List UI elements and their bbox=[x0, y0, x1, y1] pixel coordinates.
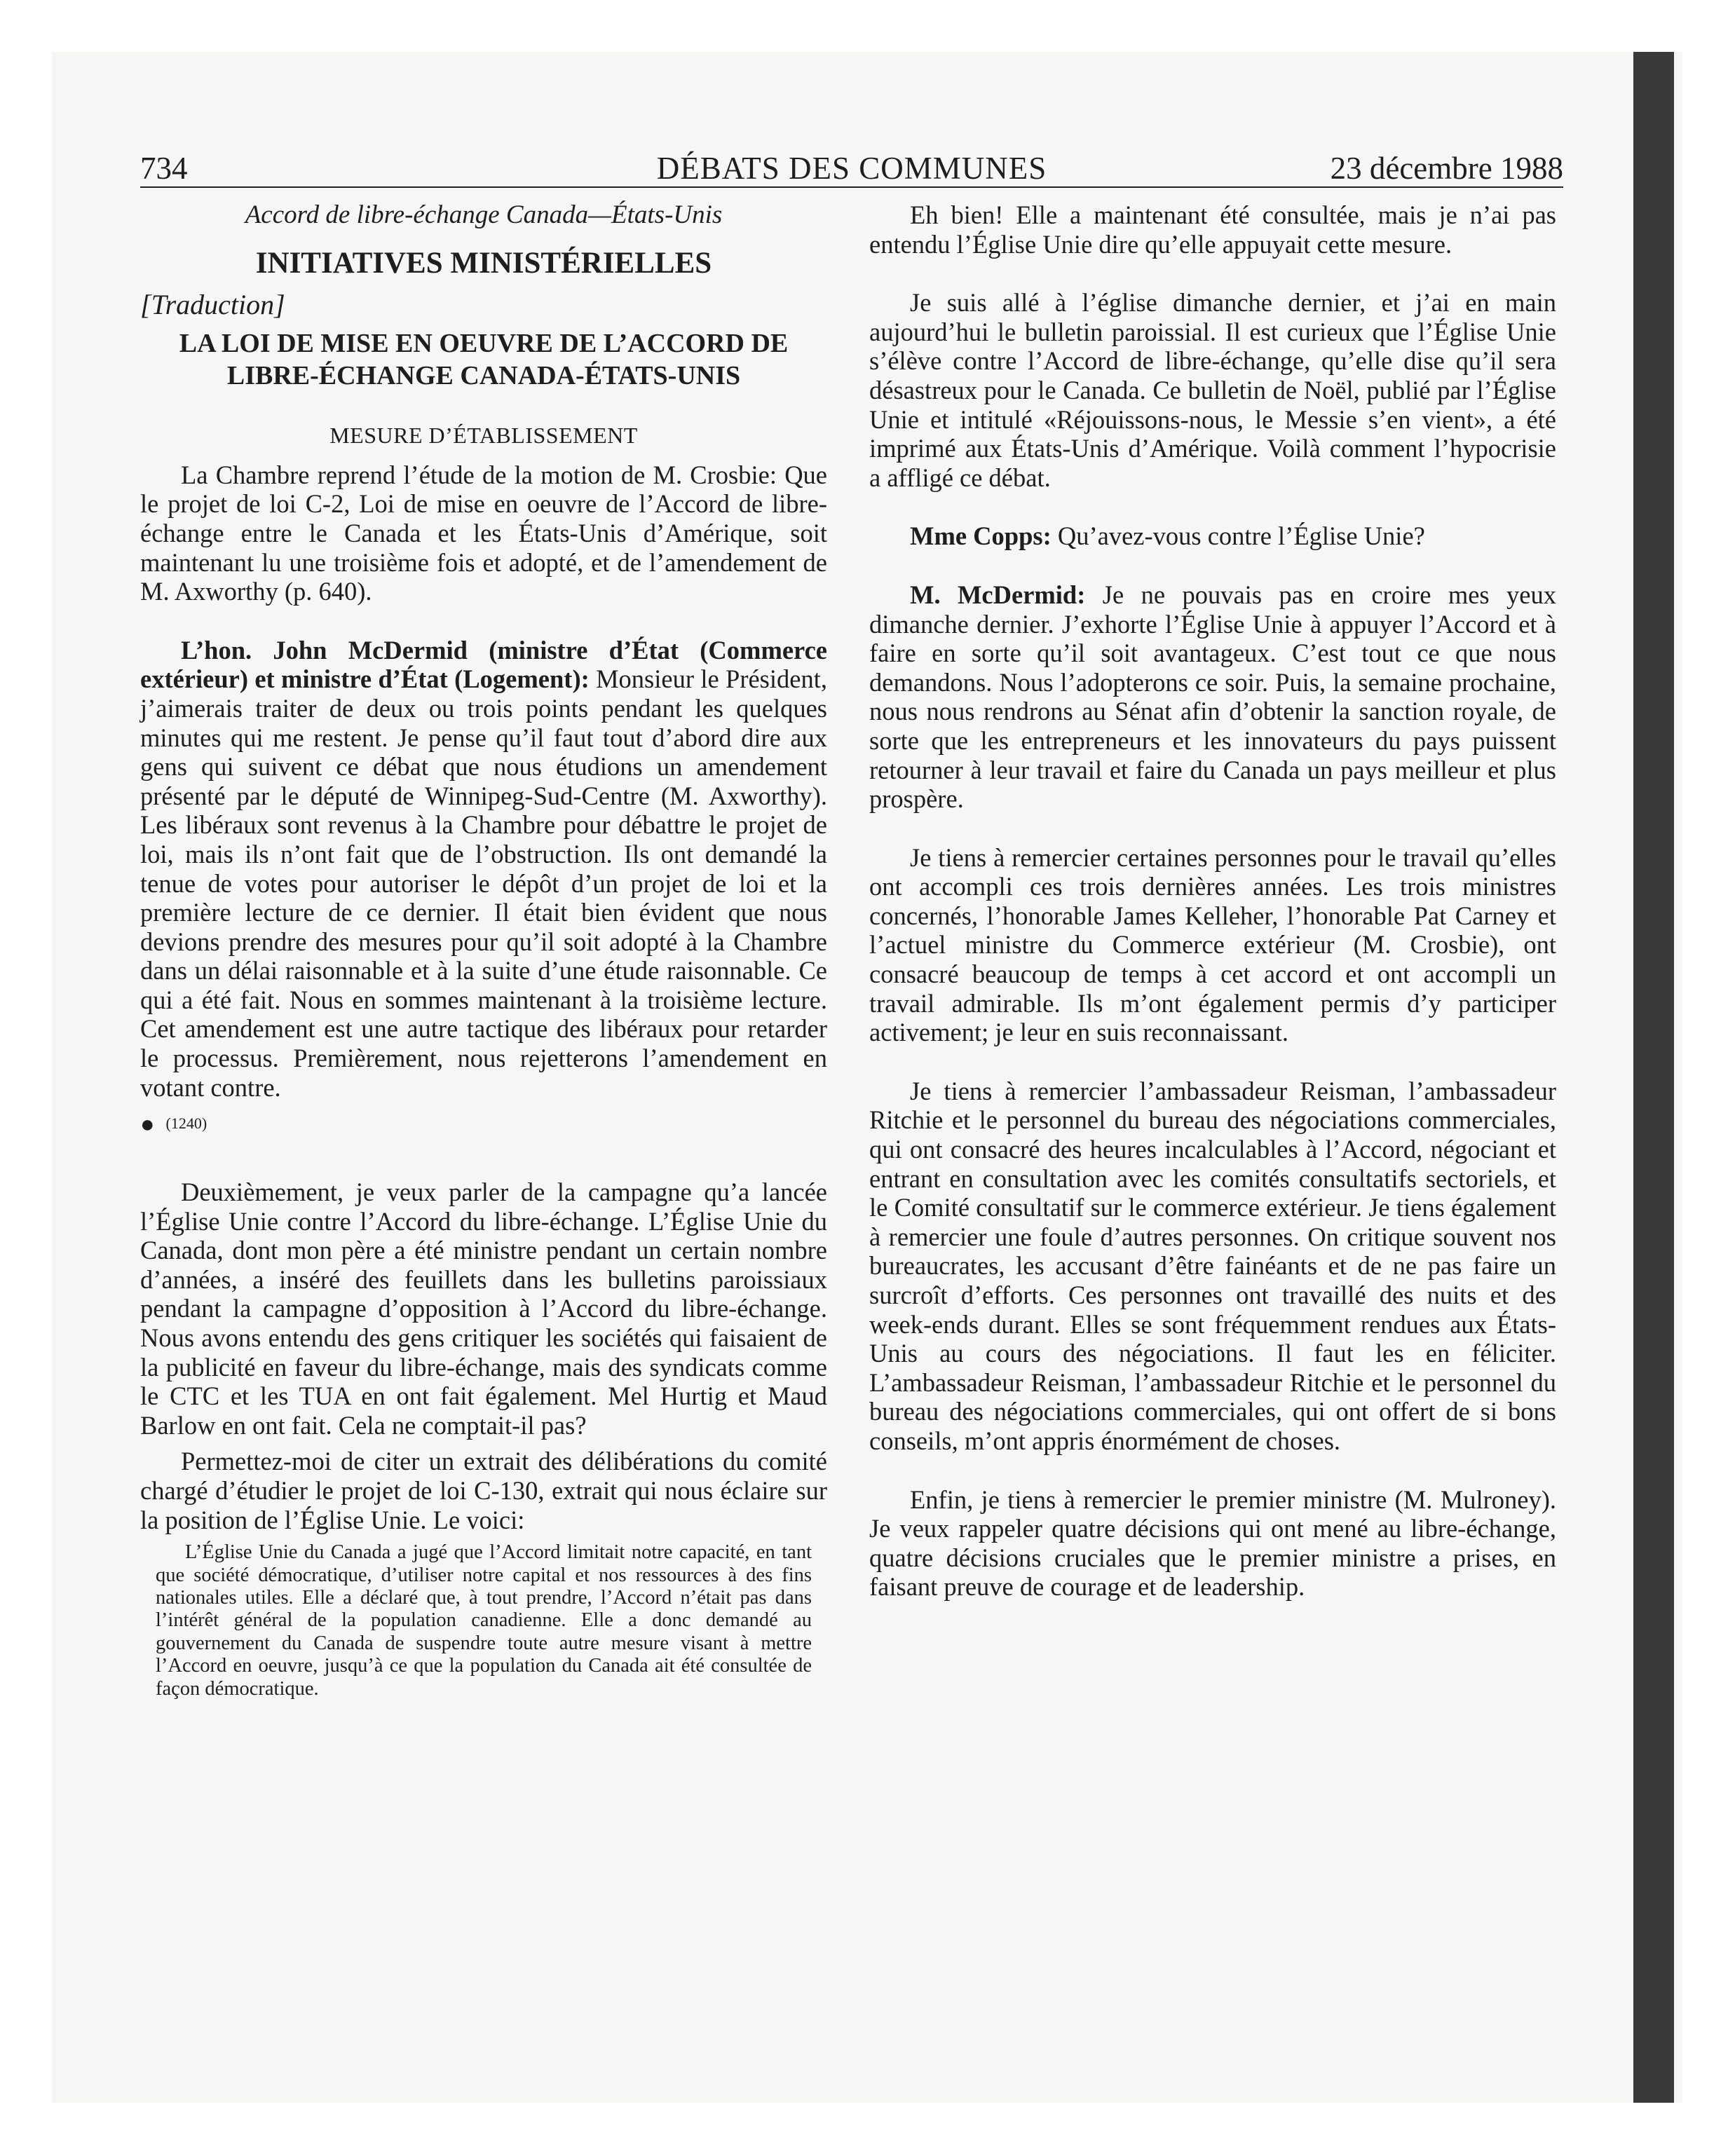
page-date: 23 décembre 1988 bbox=[1330, 151, 1563, 186]
running-head: Accord de libre-échange Canada—États-Unis bbox=[245, 200, 723, 229]
paragraph-speech bbox=[869, 580, 1556, 814]
paragraph: La Chambre reprend l’étude de la motion de M. Crosbie: Que le projet de loi C-2, Loi de mise en oeuvre de l’Accord de libre-échange entre le Canada et les États-Unis d’Amérique, soit maintenant lu une troisième fois et adopté, et de l’amendement de M. Axworthy (p. 640). bbox=[140, 460, 827, 606]
page-number: 734 bbox=[140, 151, 188, 186]
scan-edge-bar bbox=[1633, 52, 1674, 2103]
paragraph: Permettez-moi de citer un extrait des délibérations du comité chargé d’étudier le projet de loi C-130, extrait qui nous éclaire sur la position de l’Église Unie. Le voici: bbox=[140, 1447, 827, 1534]
paragraph-speech bbox=[869, 521, 1556, 551]
paragraph: Eh bien! Elle a maintenant été consultée, mais je n’ai pas entendu l’Église Unie dire qu’elle appuyait cette mesure. bbox=[869, 200, 1556, 259]
bullet-icon: ● bbox=[140, 1112, 155, 1138]
speaker-name: M. McDermid: bbox=[910, 580, 1086, 609]
section-heading: INITIATIVES MINISTÉRIELLES bbox=[255, 246, 712, 280]
paragraph: Deuxièmement, je veux parler de la campagne qu’a lancée l’Église Unie contre l’Accord du libre-échange. L’Église Unie du Canada, dont mon père a été ministre pendant un certain nombre d’années, a inséré des feuillets dans les bulletins paroissiaux pendant la campagne d’opposition à l’Accord du libre-échange. Nous avons entendu des gens critiquer les sociétés qui faisaient de la publicité en faveur du libre-échange, mais des syndicats comme le CTC et les TUA en ont fait également. Mel Hurtig et Maud Barlow en ont fait. Cela ne comptait-il pas? bbox=[140, 1178, 827, 1440]
paragraph: Enfin, je tiens à remercier le premier ministre (M. Mulroney). Je veux rappeler quatre décisions qui ont mené au libre-échange, quatre décisions cruciales que le premier ministre a prises, en faisant preuve de courage et de leadership. bbox=[869, 1485, 1556, 1602]
paragraph: Je tiens à remercier certaines personnes pour le travail qu’elles ont accompli ces trois dernières années. Les trois ministres concernés, l’honorable James Kelleher, l’honorable Pat Carney et l’actuel ministre du Commerce extérieur (M. Crosbie), ont consacré beaucoup de temps à cet accord et ont accompli un travail admirable. Ils m’ont également permis d’y participer activement; je leur en suis reconnaissant. bbox=[869, 842, 1556, 1047]
page-header bbox=[140, 149, 1563, 188]
paragraph-speech bbox=[140, 636, 827, 1103]
speaker-name: L’hon. John McDermid (ministre d’État (Commerce extérieur) et ministre d’État (Logement): bbox=[140, 635, 827, 694]
time-marker bbox=[140, 1109, 827, 1140]
bill-title: LA LOI DE MISE EN OEUVRE DE L’ACCORD DE LIBRE-ÉCHANGE CANADA-ÉTATS-UNIS bbox=[179, 329, 789, 391]
subheading: MESURE D’ÉTABLISSEMENT bbox=[329, 423, 638, 449]
time-marker-text: (1240) bbox=[165, 1114, 207, 1133]
speech-text: Je ne pouvais pas en croire mes yeux dimanche dernier. J’exhorte l’Église Unie à appuyer l’Accord et à faire en sorte qu’il soit avantageux. C’est tout ce que nous demandons. Nous l’adopterons ce soir. Puis, la semaine prochaine, nous nous rendrons au Sénat afin d’obtenir la sanction royale, de sorte que les entrepreneurs et les innovateurs du pays puissent retourner à leur travail et faire du Canada un pays meilleur et plus prospère. bbox=[869, 580, 1556, 814]
publication-title: DÉBATS DES COMMUNES bbox=[656, 151, 1047, 186]
paragraph: Je suis allé à l’église dimanche dernier, et j’ai en main aujourd’hui le bulletin paroissial. Il est curieux que l’Église Unie s’élève contre l’Accord de libre-échange, qu’elle dise qu’il sera désastreux pour le Canada. Ce bulletin de Noël, publié par l’Église Unie et intitulé «Réjouissons-nous, le Messie s’en vient», a été imprimé aux États-Unis d’Amérique. Voilà comment l’hypocrisie a affligé ce débat. bbox=[869, 288, 1556, 492]
paragraph: Je tiens à remercier l’ambassadeur Reisman, l’ambassadeur Ritchie et le personnel du bureau des négociations commerciales, qui ont consacré des heures incalculables à l’Accord, négociant et entrant en consultation avec les comités consultatifs sectoriels, et le Comité consultatif sur le commerce extérieur. Je tiens également à remercier une foule d’autres personnes. On critique souvent nos bureaucrates, les accusant d’être fainéants et de ne pas faire un surcroît d’efforts. Ces personnes ont travaillé des nuits et des week-ends durant. Elles se sont fréquemment rendues aux États-Unis au cours des négociations. Il faut les en féliciter. L’ambassadeur Reisman, l’ambassadeur Ritchie et le personnel du bureau des négociations commerciales, qui ont offert de si bons conseils, m’ont appris énormément de choses. bbox=[869, 1076, 1556, 1455]
right-column bbox=[869, 200, 1556, 1631]
translation-tag: [Traduction] bbox=[140, 288, 285, 320]
speech-text: Monsieur le Président, j’aimerais traiter de deux ou trois points pendant les quelques minutes qui me restent. Je pense qu’il faut tout d’abord dire aux gens qui suivent ce débat que nous étudions un amendement présenté par le député de Winnipeg-Sud-Centre (M. Axworthy). Les libéraux sont revenus à la Chambre pour débattre le projet de loi, mais ils n’ont fait que de l’obstruction. Ils ont demandé la tenue de votes pour autoriser le dépôt d’un projet de loi et la première lecture de ce dernier. Il était bien évident que nous devions prendre des mesures pour qu’il soit adopté à la Chambre dans un délai raisonnable et à la suite d’une étude raisonnable. Ce qui a été fait. Nous en sommes maintenant à la troisième lecture. Cet amendement est une autre tactique des libéraux pour retarder le processus. Premièrement, nous rejetterons l’amendement en votant contre. bbox=[140, 664, 827, 1102]
speech-text: Qu’avez-vous contre l’Église Unie? bbox=[1051, 521, 1425, 551]
speaker-name: Mme Copps: bbox=[910, 521, 1052, 551]
block-quote: L’Église Unie du Canada a jugé que l’Accord limitait notre capacité, en tant que société démocratique, d’utiliser notre capital et nos ressources à des fins nationales utiles. Elle a déclaré que, à tout prendre, l’Accord n’était pas dans l’intérêt général de la population canadienne. Elle a donc demandé au gouvernement du Canada de suspendre toute autre mesure visant à mettre l’Accord en oeuvre, jusqu’à ce que la population du Canada ait été consultée de façon démocratique. bbox=[156, 1541, 812, 1700]
header-rule bbox=[140, 186, 1563, 188]
left-column bbox=[140, 200, 827, 1700]
